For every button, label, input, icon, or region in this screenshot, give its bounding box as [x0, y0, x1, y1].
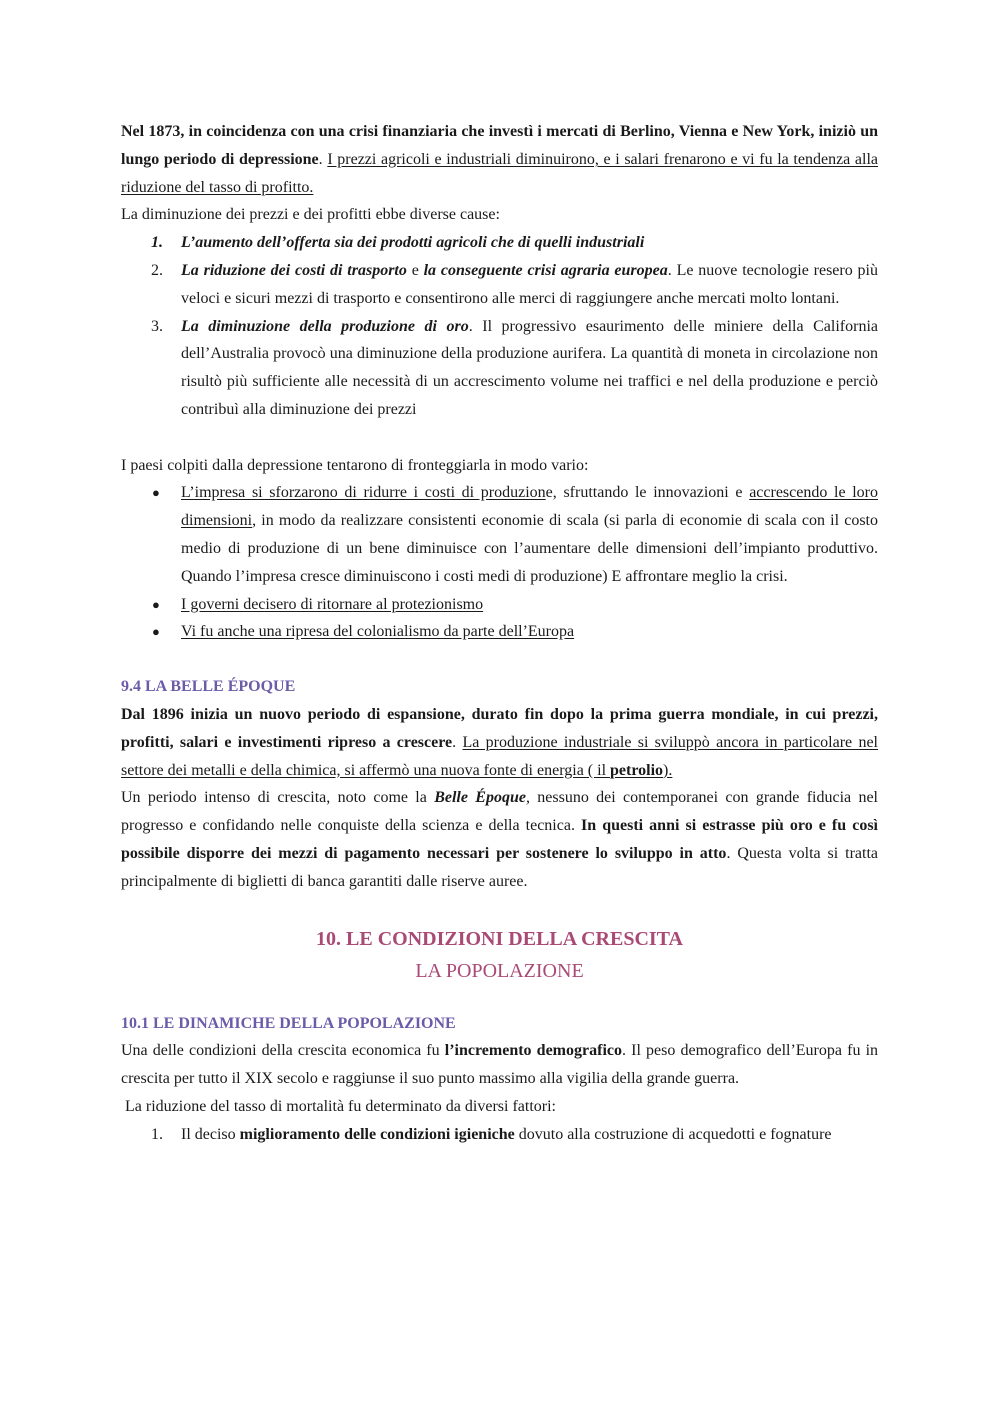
text: Un periodo intenso di crescita, noto come la [121, 789, 435, 807]
paragraph-expansion [121, 701, 878, 784]
bold-italic-belle-epoque: Belle Époque [434, 789, 526, 807]
bold-gold: In questi anni si estrasse più oro e fu così possibile disporre dei mezzi di pagamento necessari per sostenere lo sviluppo in atto [121, 817, 879, 862]
chapter-subtitle: LA POPOLAZIONE [415, 959, 584, 982]
list-item [121, 313, 878, 424]
bold-expansion: Dal 1896 inizia un nuovo periodo di espansione, durato fin dopo la prima guerra mondiale, in cui prezzi, profitti, salari e investimenti ripreso a crescere [121, 705, 878, 751]
document-page [121, 118, 878, 1149]
cause-title-2: la conseguente crisi agraria europea [423, 261, 668, 279]
cause-title: La diminuzione della produzione di oro [181, 317, 469, 335]
bold-petrolio: petrolio [610, 761, 664, 779]
list-item [121, 257, 878, 313]
list-number: 1. [151, 1125, 163, 1143]
section-title-belle-epoque: 9.4 LA BELLE ÉPOQUE [121, 678, 296, 696]
list-item [121, 618, 878, 646]
section-title-population: 10.1 LE DINAMICHE DELLA POPOLAZIONE [121, 1014, 456, 1032]
text: Una delle condizioni della crescita economica fu [121, 1042, 445, 1060]
list-number: 2. [151, 261, 163, 279]
underlined-text-end: ). [663, 761, 673, 779]
bold-depression-start: Nel 1873, in coincidenza con una crisi finanziaria che investì i mercati di Berlino, Vienna e New York, iniziò un lungo periodo di depressione [121, 123, 878, 168]
list-item [121, 591, 878, 619]
text-period: . [318, 150, 328, 168]
list-number: 1. [151, 234, 163, 252]
paragraph-demographic [121, 1037, 878, 1093]
bold-hygiene: miglioramento delle condizioni igieniche [239, 1125, 515, 1143]
paragraph-causes-intro: La diminuzione dei prezzi e dei profitti ebbe diverse cause: [121, 206, 500, 224]
mortality-factors-list [121, 1121, 878, 1149]
underlined-text: L’impresa si sforzarono di ridurre i costi di produzion [181, 484, 546, 502]
bullet-icon: ● [152, 596, 160, 612]
text-3: . Questa volta si tratta principalmente di biglietti di banca garantiti dalle riserve auree. [121, 844, 878, 890]
chapter-title: 10. LE CONDIZIONI DELLA CRESCITA [316, 927, 683, 950]
cause-text: . Il progressivo esaurimento delle miniere della California dell’Australia provocò una diminuzione della produzione aurifera. La quantità di moneta in circolazione non risultò più sufficiente alle necessità di un accrescimento volume nei traffici e nel della produzione e perciò contribuì alla diminuzione dei prezzi [181, 317, 879, 418]
underlined-text-2: accrescendo le loro dimensioni [181, 484, 879, 530]
cause-text: L’aumento dell’offerta sia dei prodotti agricoli che di quelli industriali [181, 234, 645, 252]
text: Il deciso [181, 1125, 240, 1143]
bold-demographic: l’incremento demografico [444, 1042, 622, 1060]
bullet-icon: ● [152, 485, 160, 501]
list-number: 3. [151, 317, 163, 335]
underlined-text: La produzione industriale si sviluppò ancora in particolare nel settore dei metalli e della chimica, si affermò una nuova fonte di energia ( il [121, 733, 878, 779]
spacer [121, 424, 878, 452]
cause-connector: e [406, 261, 424, 279]
causes-list [121, 229, 878, 424]
list-item [121, 479, 878, 590]
bullet-icon: ● [152, 624, 160, 640]
underlined-text: I governi decisero di ritornare al protezionismo [181, 595, 484, 613]
text-period: . [452, 733, 463, 751]
text: e, sfruttando le innovazioni e [545, 484, 750, 502]
text-2: . Il peso demografico dell’Europa fu in crescita per tutto il XIX secolo e raggiunse il suo punto massimo alla vigilia della grande guerra. [121, 1042, 879, 1088]
text-2: , in modo da realizzare consistenti economie di scala (si parla di economie di scala con il costo medio di produzione di un bene diminuisce con l’aumentare delle dimensioni dell’impianto produttivo. Quando l’impresa cresce diminuiscono i costi medi di produzione) E affrontare meglio la crisi. [181, 512, 878, 585]
cause-title: La riduzione dei costi di trasporto [181, 261, 407, 279]
paragraph-belle-epoque [121, 784, 878, 895]
underlined-prices: I prezzi agricoli e industriali diminuirono, e i salari frenarono e vi fu la tendenza alla riduzione del tasso di profitto. [121, 150, 879, 196]
paragraph-depression-intro [121, 118, 878, 201]
text-2: dovuto alla costruzione di acquedotti e fognature [514, 1125, 832, 1143]
underlined-text: Vi fu anche una ripresa del colonialismo da parte dell’Europa [181, 623, 575, 641]
list-item [121, 1121, 878, 1149]
paragraph-responses-intro: I paesi colpiti dalla depressione tentarono di fronteggiarla in modo vario: [121, 456, 589, 474]
cause-text: . Le nuove tecnologie resero più veloci e sicuri mezzi di trasporto e consentirono alle merci di raggiungere anche mercati molto lontani. [181, 261, 878, 307]
paragraph-mortality: La riduzione del tasso di mortalità fu determinato da diversi fattori: [121, 1097, 556, 1115]
list-item [121, 229, 878, 257]
responses-list [121, 479, 878, 646]
text-2: , nessuno dei contemporanei con grande fiducia nel progresso e confidando nelle conquiste della scienza e della tecnica. [121, 789, 878, 835]
